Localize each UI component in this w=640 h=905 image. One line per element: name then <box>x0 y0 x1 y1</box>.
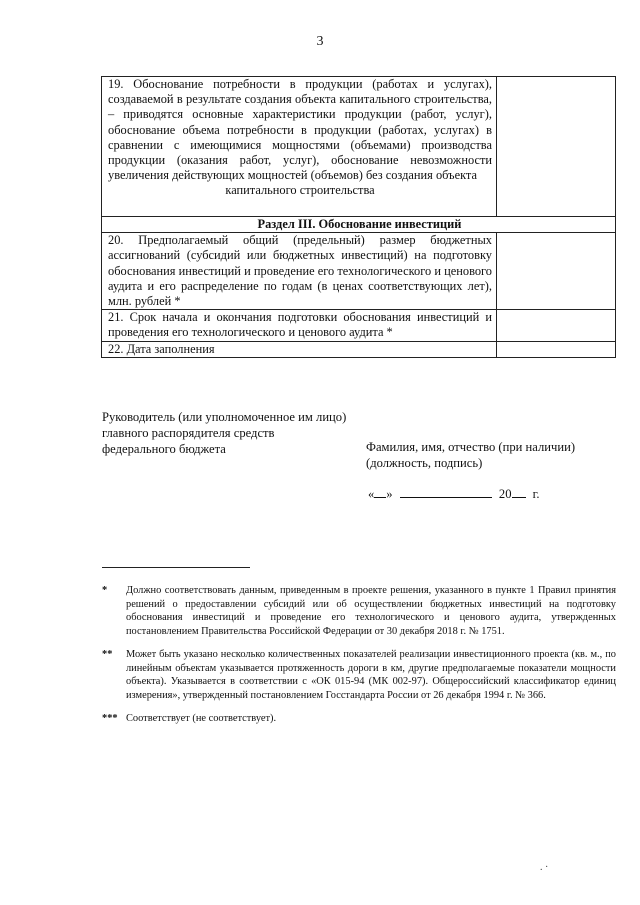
row-19-value-cell[interactable] <box>497 77 616 217</box>
section-row <box>102 217 616 233</box>
footnote-item <box>102 712 616 726</box>
year-prefix: 20 <box>498 487 512 501</box>
form-table <box>101 76 616 358</box>
row-22-label: 22. Дата заполнения <box>102 342 497 358</box>
day-blank[interactable] <box>374 484 386 498</box>
row-21-value-cell[interactable] <box>497 310 616 342</box>
signatory-line: Руководитель (или уполномоченное им лицо) <box>102 410 347 424</box>
row-22-value-cell[interactable] <box>497 342 616 358</box>
footnote-mark: ** <box>102 649 113 660</box>
row-21-label: 21. Срок начала и окончания подготовки обоснования инвестиций и проведения его технологического и ценового аудита * <box>102 310 497 342</box>
signatory-line: федерального бюджета <box>102 441 226 456</box>
footnote-text: Соответствует (не соответствует). <box>126 713 277 724</box>
row-20-label: 20. Предполагаемый общий (предельный) размер бюджетных ассигнований (субсидий или бюджетных инвестиций) на подготовку обоснования инвестиций и проведение его технологического и ценового аудита и его распределение по годам (в ценах соответствующих лет), млн. рублей * <box>102 233 497 310</box>
year-suffix: г. <box>532 487 540 501</box>
footnote-text: Может быть указано несколько количественных показателей реализации инвестиционного проекта (кв. м., по линейным объектам указывается протяженность дороги в км, другие предполагаемые показатели мощности объекта). Указывается в соответствии с «ОК 015-94 (МК 002-97). Общероссийский классификатор единиц измерения», утвержденный постановлением Госстандарта России от 26 декабря 1994 г. № 366. <box>126 649 616 701</box>
footnote-mark: *** <box>102 713 118 724</box>
page-number: 3 <box>316 34 324 49</box>
row-19-label <box>102 77 497 217</box>
table-row <box>102 342 616 358</box>
date-open-quote: « <box>368 487 375 501</box>
footnote-mark: * <box>102 585 108 596</box>
year-blank[interactable] <box>512 484 526 498</box>
section-title: Раздел III. Обоснование инвестиций <box>102 217 616 233</box>
footnotes <box>102 584 616 736</box>
footnote-text: Должно соответствовать данным, приведенным в проекте решения, указанного в пункте 1 Правил принятия решений о предоставлении субсидий или об осуществлении бюджетных инвестиций на подготовку обоснования инвестиций и проведение его технологического и ценового аудита, утвержденных постановлением Правительства Российской Федерации от 30 декабря 2018 г. № 1751. <box>126 585 616 637</box>
date-close-quote: » <box>386 487 393 501</box>
signatory-line: главного распорядителя средств <box>102 425 275 440</box>
footnote-item <box>102 584 616 638</box>
position-signature-label: (должность, подпись) <box>366 455 483 470</box>
date-line <box>368 484 540 502</box>
table-row <box>102 233 616 310</box>
row-19-text: 19. Обоснование потребности в продукции (работах и услугах), создаваемой в результате создания объекта капитального строительства, – приводятся основные характеристики продукции (работ, услуг), обоснование объема потребности в продукции (работах, услугах) в сравнении с имеющимися мощностями (объемами) производства продукции (оказания работ, услуг), обоснование невозможности увеличения действующих мощностей (объемов) без создания объекта <box>108 77 492 183</box>
signatory-block <box>102 410 382 457</box>
name-label: Фамилия, имя, отчество (при наличии) <box>366 440 576 454</box>
table-row <box>102 77 616 217</box>
scan-artifact: . · <box>540 862 549 873</box>
footnote-item <box>102 648 616 702</box>
row-19-last-line: капитального строительства <box>225 183 375 198</box>
footnote-divider <box>102 567 250 568</box>
row-20-value-cell[interactable] <box>497 233 616 310</box>
name-signature-block <box>366 440 626 472</box>
month-blank[interactable] <box>400 484 492 498</box>
table-row <box>102 310 616 342</box>
